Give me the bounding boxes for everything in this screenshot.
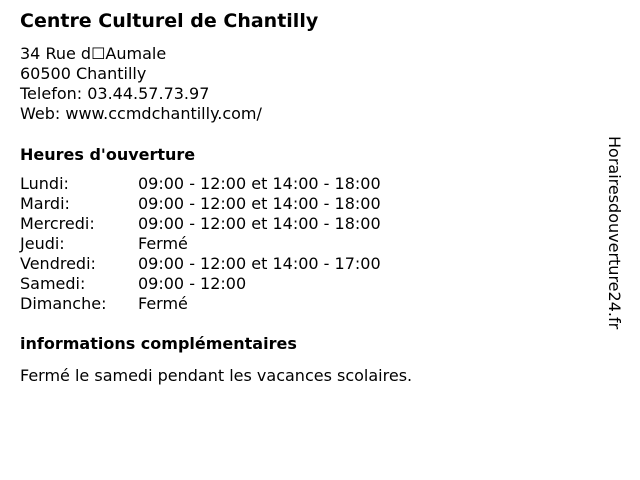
time-value: 09:00 - 12:00 et 14:00 - 17:00 <box>138 254 381 273</box>
time-value: 09:00 - 12:00 et 14:00 - 18:00 <box>138 174 381 193</box>
time-value: 09:00 - 12:00 et 14:00 - 18:00 <box>138 214 381 233</box>
phone-number: Telefon: 03.44.57.73.97 <box>20 84 210 103</box>
page-title: Centre Culturel de Chantilly <box>20 10 319 32</box>
website: Web: www.ccmdchantilly.com/ <box>20 104 262 123</box>
hours-row-thursday <box>20 234 381 254</box>
day-label: Mercredi: <box>20 214 95 233</box>
address-block <box>20 44 262 124</box>
hours-row-sunday <box>20 294 381 314</box>
opening-hours-table <box>20 174 381 314</box>
hours-row-wednesday <box>20 214 381 234</box>
hours-row-saturday <box>20 274 381 294</box>
additional-info-text: Fermé le samedi pendant les vacances scolaires. <box>20 366 413 385</box>
time-value: 09:00 - 12:00 et 14:00 - 18:00 <box>138 194 381 213</box>
time-value: Fermé <box>138 294 188 313</box>
day-label: Lundi: <box>20 174 69 193</box>
opening-hours-heading: Heures d'ouverture <box>20 145 196 164</box>
day-label: Samedi: <box>20 274 86 293</box>
day-label: Jeudi: <box>20 234 65 253</box>
time-value: Fermé <box>138 234 188 253</box>
day-label: Mardi: <box>20 194 70 213</box>
hours-row-tuesday <box>20 194 381 214</box>
day-label: Dimanche: <box>20 294 107 313</box>
watermark: Horairesdouverture24.fr <box>605 136 624 330</box>
street-address: 34 Rue d☐Aumale <box>20 44 167 63</box>
city-address: 60500 Chantilly <box>20 64 147 83</box>
hours-row-friday <box>20 254 381 274</box>
hours-row-monday <box>20 174 381 194</box>
day-label: Vendredi: <box>20 254 96 273</box>
time-value: 09:00 - 12:00 <box>138 274 247 293</box>
additional-info-heading: informations complémentaires <box>20 334 297 353</box>
